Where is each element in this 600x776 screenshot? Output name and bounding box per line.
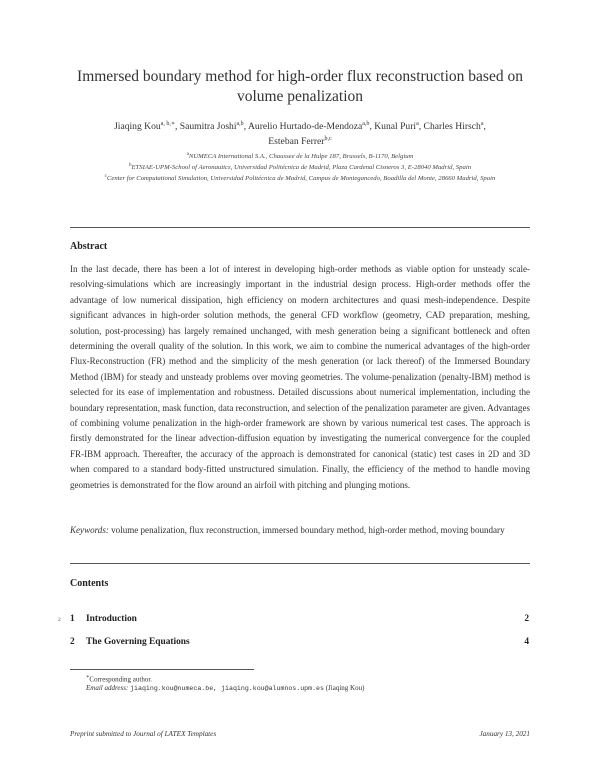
affiliation: $^b$ETSIAE-UPM-School of Aeronautics, Universidad Politécnica de Madrid, Plaza Cardenal Cisneros 3, E-28040 Madrid, Spain: [128, 162, 472, 172]
toc-page[interactable]: 2: [524, 614, 529, 624]
abstract-heading: Abstract: [70, 241, 108, 252]
footnote-rule: [70, 669, 254, 670]
toc-page[interactable]: 4: [524, 637, 529, 647]
toc-entry[interactable]: [70, 637, 530, 651]
affiliation: $^c$Center for Computational Simulation, Universidad Politécnica de Madrid, Campus de Montegancedo, Boadilla del Monte, 28660 Madrid, Spain: [104, 173, 496, 183]
toc-title[interactable]: The Governing Equations: [86, 637, 190, 647]
keywords-text: volume penalization, flux reconstruction, immersed boundary method, high-order method, moving boundary: [111, 525, 505, 535]
contents-heading: Contents: [70, 578, 109, 589]
footer-preprint-note: Preprint submitted to Journal of LATEX Templates: [70, 730, 217, 738]
affiliation: $^a$NUMECA International S.A., Chaussee de la Hulpe 187, Brussels, B-1170, Belgium: [186, 152, 414, 161]
email-addresses[interactable]: jiaqing.kou@numeca.be, jiaqing.kou@alumnos.upm.es: [130, 685, 324, 692]
footer-date: January 13, 2021: [479, 730, 530, 738]
author: Esteban Ferrer$^{b,c}$: [268, 136, 332, 148]
footnote-corresponding: ∗Corresponding author.: [86, 675, 153, 684]
keywords-label: Keywords:: [70, 525, 109, 535]
toc-title[interactable]: Introduction: [86, 614, 137, 624]
author: Aurelio Hurtado-de-Mendoza$^{a,b}$,: [247, 121, 375, 133]
author-list: [70, 118, 530, 148]
toc-number: 1: [70, 614, 75, 624]
abstract-bottom-rule: [70, 563, 530, 564]
author: Saumitra Joshi$^{a,b}$,: [179, 121, 248, 133]
abstract-body: In the last decade, there has been a lot of interest in developing high-order methods as viable option for unsteady scale-resolving-simulations which are increasingly important in the industrial design process. High-order methods offer the advantage of low numerical dissipation, high efficiency on modern architectures and quasi mesh-independence. Despite significant advances in high-order solution methods, the general CFD workflow (geometry, CAD preparation, meshing, solution, post-processing) has largely remained unchanged, with mesh generation being a significant bottleneck and often determining the overall quality of the solution. In this work, we aim to combine the numerical advantages of the high-order Flux-Reconstruction (FR) method and the simplicity of the mesh generation (or lack thereof) of the Immersed Boundary Method (IBM) for steady and unsteady problems over moving geometries. The volume-penalization (penalty-IBM) method is selected for its ease of implementation and robustness. Detailed discussions about numerical implementation, including the boundary representation, mask function, data reconstruction, and selection of the penalization parameter are given. Advantages of combining volume penalization in the high-order framework are shown by various numerical test cases. The approach is firstly demonstrated for the linear advection-diffusion equation by investigating the numerical convergence for the coupled FR-IBM approach. Thereafter, the accuracy of the approach is demonstrated for canonical (static) test cases in 2D and 3D when compared to a standard body-fitted unstructured simulation. Finally, the efficiency of the method to handle moving geometries is demonstrated for the flow around an airfoil with pitching and plunging motions.: [70, 264, 530, 490]
footnote-email: [86, 683, 526, 694]
paper-title: Immersed boundary method for high-order flux reconstruction based on volume penalization: [77, 68, 523, 105]
author: Jiaqing Kou$^{a, b,∗}$,: [114, 121, 180, 133]
author: Kunal Puri$^a$,: [374, 121, 424, 133]
email-owner: (Jiaqing Kou): [325, 684, 365, 692]
keywords: [70, 523, 530, 538]
abstract-top-rule: [70, 227, 530, 228]
toc-number: 2: [70, 637, 75, 647]
email-label: Email address:: [86, 684, 129, 692]
author: Charles Hirsch$^a$,: [423, 121, 486, 133]
affiliation-list: [62, 151, 538, 184]
margin-number: 2: [58, 617, 61, 623]
toc-entry[interactable]: [70, 614, 530, 628]
